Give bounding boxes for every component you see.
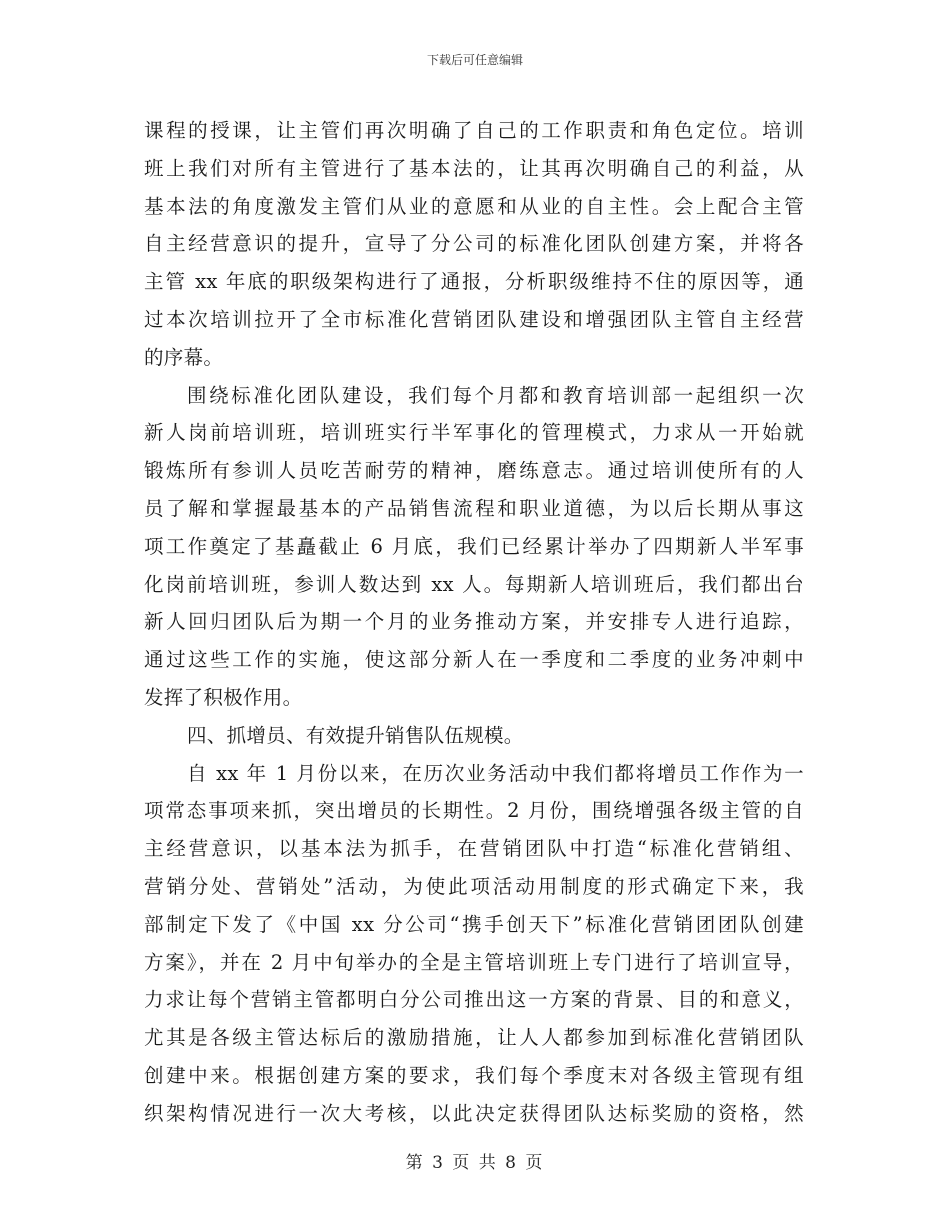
- text-line: 营销分处、营销处”活动，为使此项活动用制度的形式确定下来，我: [144, 874, 804, 898]
- text-line: 新人回归团队后为期一个月的业务推动方案，并安排专人进行追踪，: [144, 610, 804, 634]
- text-line: 锻炼所有参训人员吃苦耐劳的精神，磨练意志。通过培训使所有的人: [144, 459, 804, 483]
- text-line: 主管 xx 年底的职级架构进行了通报，分析职级维持不住的原因等，通: [144, 270, 804, 294]
- text-line: 发挥了积极作用。: [144, 685, 303, 709]
- page-header-note: 下载后可任意编辑: [426, 53, 523, 67]
- text-line: 新人岗前培训班，培训班实行半军事化的管理模式，力求从一开始就: [144, 421, 804, 445]
- text-line: 通过这些工作的实施，使这部分新人在一季度和二季度的业务冲刺中: [144, 648, 804, 672]
- text-line: 力求让每个营销主管都明白分公司推出这一方案的背景、目的和意义，: [144, 988, 804, 1012]
- text-line: 四、抓增员、有效提升销售队伍规模。: [187, 723, 524, 747]
- text-line: 尤其是各级主管达标后的激励措施，让人人都参加到标准化营销团队: [144, 1026, 804, 1050]
- text-line: 基本法的角度激发主管们从业的意愿和从业的自主性。会上配合主管: [144, 194, 804, 218]
- text-line: 项工作奠定了基矗截止 6 月底，我们已经累计举办了四期新人半军事: [144, 534, 804, 558]
- text-line: 方案》，并在 2 月中旬举办的全是主管培训班上专门进行了培训宣导，: [144, 950, 804, 974]
- text-line: 织架构情况进行一次大考核，以此决定获得团队达标奖励的资格，然: [144, 1101, 804, 1125]
- text-line: 部制定下发了《中国 xx 分公司“携手创天下”标准化营销团团队创建: [144, 912, 804, 936]
- text-line: 化岗前培训班，参训人数达到 xx 人。每期新人培训班后，我们都出台: [144, 572, 804, 596]
- text-line: 创建中来。根据创建方案的要求，我们每个季度末对各级主管现有组: [144, 1063, 804, 1087]
- text-line: 围绕标准化团队建设，我们每个月都和教育培训部一起组织一次: [187, 383, 804, 407]
- text-line: 员了解和掌握最基本的产品销售流程和职业道德，为以后长期从事这: [144, 496, 804, 520]
- page-number: 第 3 页 共 8 页: [405, 1153, 545, 1173]
- text-line: 自 xx 年 1 月份以来，在历次业务活动中我们都将增员工作作为一: [187, 761, 804, 785]
- text-line: 班上我们对所有主管进行了基本法的，让其再次明确自己的利益，从: [144, 156, 804, 180]
- text-line: 过本次培训拉开了全市标准化营销团队建设和增强团队主管自主经营: [144, 307, 804, 331]
- text-line: 主经营意识，以基本法为抓手，在营销团队中打造“标准化营销组、: [144, 837, 804, 861]
- text-line: 自主经营意识的提升，宣导了分公司的标准化团队创建方案，并将各: [144, 232, 804, 256]
- text-line: 课程的授课，让主管们再次明确了自己的工作职责和角色定位。培训: [144, 119, 804, 142]
- text-line: 项常态事项来抓，突出增员的长期性。2 月份，围绕增强各级主管的自: [144, 799, 804, 823]
- text-line: 的序幕。: [144, 345, 224, 369]
- document-body: [144, 112, 804, 1133]
